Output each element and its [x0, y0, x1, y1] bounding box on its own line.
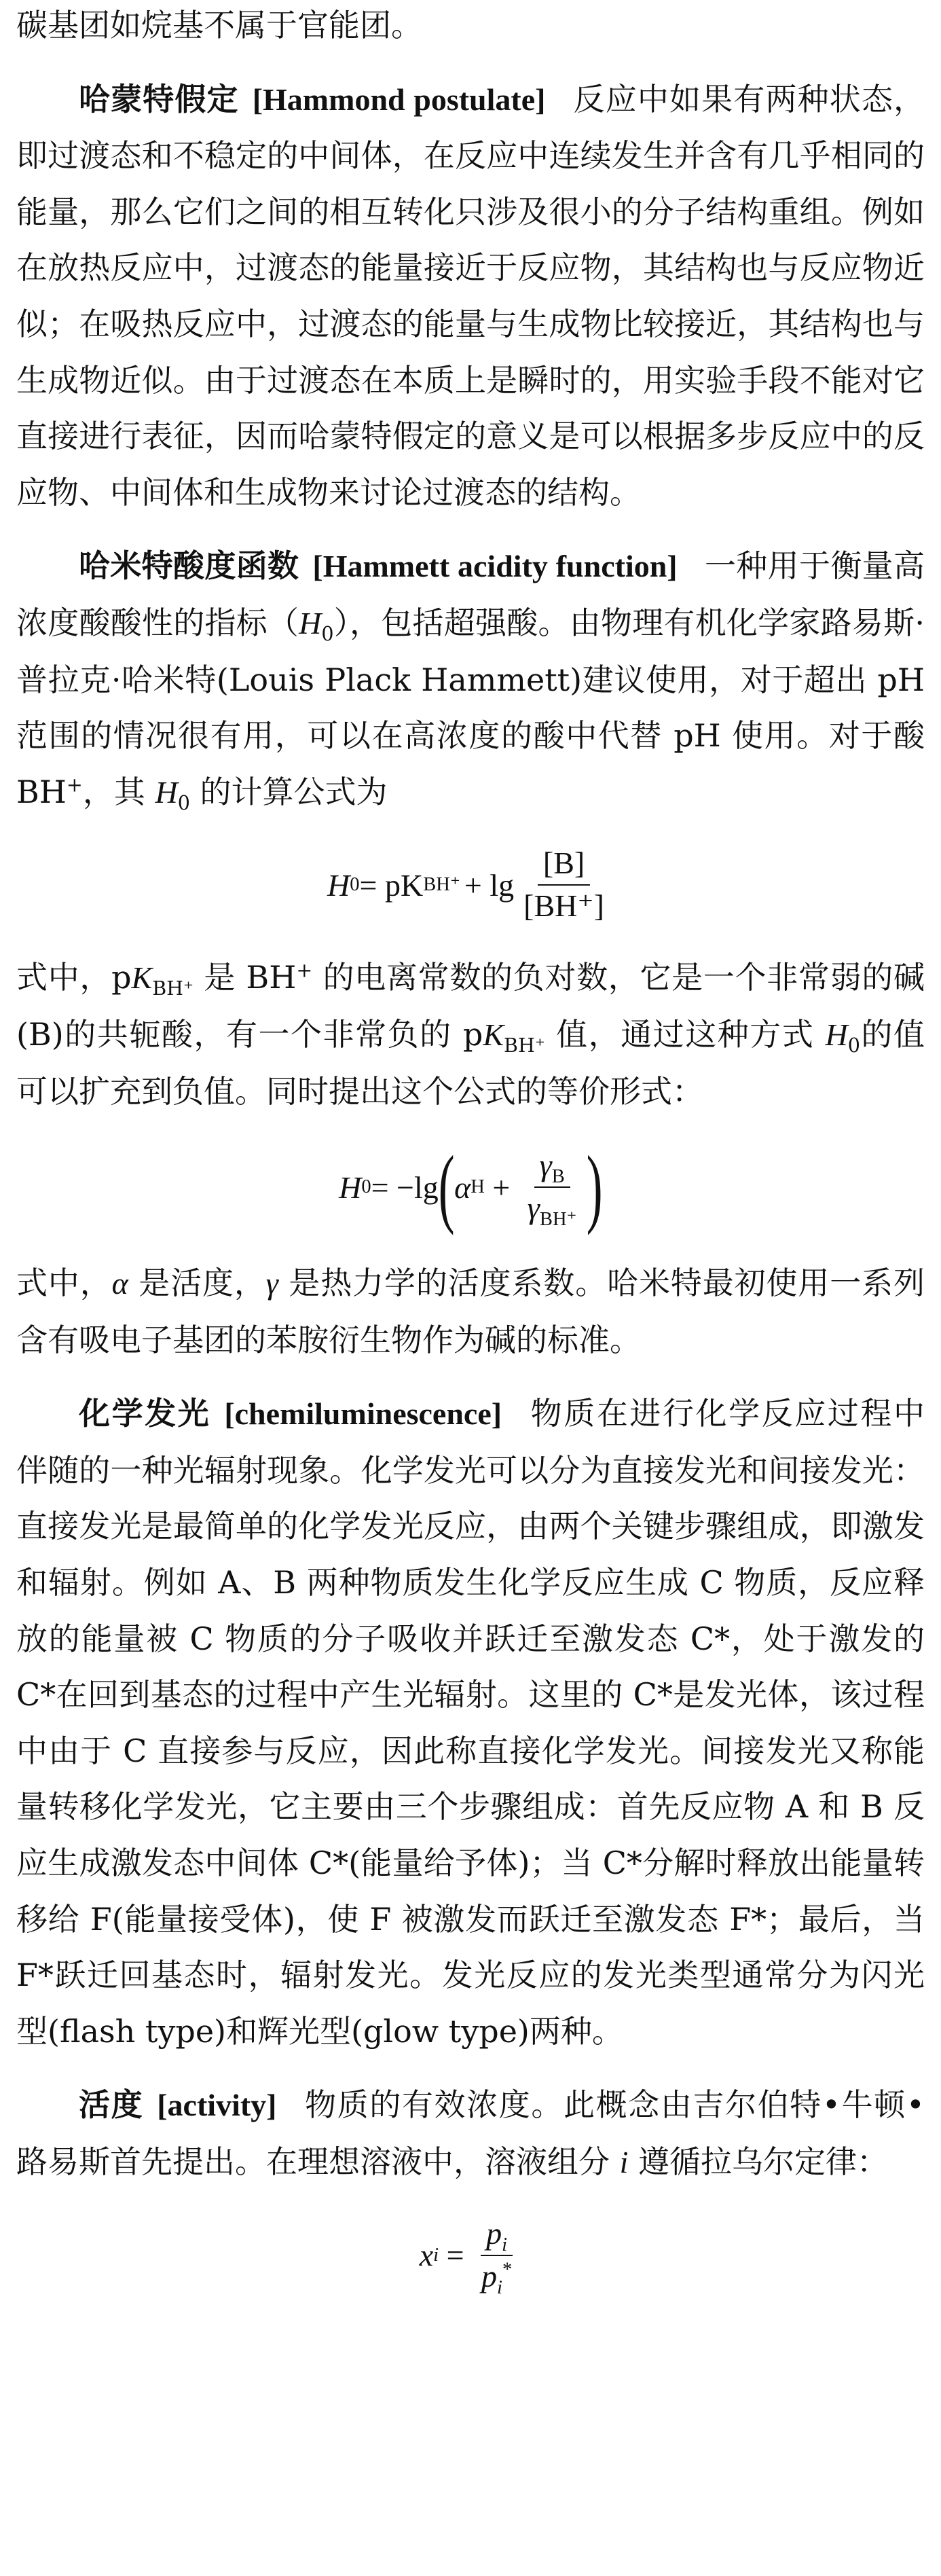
eq1-numerator: [B] [538, 846, 590, 886]
eq3-den-sub: i [497, 2276, 502, 2298]
term-hammond: 哈蒙特假定 [79, 80, 239, 117]
eq1-pk: = pK [359, 867, 424, 903]
after1-plus: + [296, 959, 313, 982]
eq2-fraction [522, 1148, 583, 1231]
entry-hammond [16, 71, 925, 521]
after1-h0-sub: 0 [847, 1034, 860, 1057]
after1-b: 是 BH [193, 959, 297, 996]
activity-body-b: 遵循拉乌尔定律： [628, 2143, 889, 2180]
after2-gamma: γ [265, 1266, 278, 1301]
eq3-lhs: x [419, 2238, 434, 2273]
eq1-lg: + lg [464, 867, 515, 903]
h0-subscript: 0 [321, 623, 334, 646]
eq1-lhs: H [327, 867, 350, 903]
eq2-lhs: H [339, 1169, 362, 1205]
eq2-den-sub: BH⁺ [539, 1209, 577, 1231]
eq3-den-p: p [481, 2258, 498, 2293]
eq2-right-paren: ) [586, 1138, 603, 1237]
after2-c: 是热力学的活度系数。哈米特最初使用一系列含有吸电子基团的苯胺衍生物作为碱的标准。 [16, 1265, 925, 1358]
after1-k-2: K [483, 1017, 504, 1052]
entry-chemiluminescence [16, 1385, 925, 2059]
term-chemiluminescence: 化学发光 [79, 1395, 211, 1432]
eq3-fraction [476, 2215, 517, 2298]
entry-activity [16, 2077, 925, 2190]
after1-k: K [131, 960, 153, 996]
equation-hammett-1: H 0 = pK BH⁺ + lg $\frac{[B]}{[BH^+]}$ [16, 820, 925, 949]
h0-symbol: H [299, 605, 322, 640]
term-hammett: 哈米特酸度函数 [79, 547, 299, 585]
term-activity: 活度 [79, 2086, 144, 2124]
entry-hammett [16, 538, 925, 820]
h0-symbol-2: H [155, 774, 178, 810]
eq2-den-gamma: γ [527, 1191, 540, 1226]
term-activity-en: [activity] [157, 2088, 277, 2123]
eq3-numerator [481, 2216, 513, 2256]
eq1-denominator: [BH⁺] [523, 888, 604, 924]
hammett-explain-2 [16, 1255, 925, 1368]
after2-b: 是活度， [128, 1265, 266, 1302]
h0-subscript-2: 0 [177, 791, 190, 814]
after1-h0: H [825, 1017, 848, 1052]
paragraph-intro: 碳基团如烷基不属于官能团。 [16, 7, 422, 43]
eq2-alpha: α [454, 1169, 471, 1205]
term-chemiluminescence-en: [chemiluminescence] [224, 1396, 502, 1432]
hammond-body: 反应中如果有两种状态，即过渡态和不稳定的中间体，在反应中连续发生并含有几乎相同的能量，那么它们之间的相互转化只涉及很小的分子结构重组。例如在放热反应中，过渡态的能量接近于反应物，其结构也与反应物近似；在吸热反应中，过渡态的能量与生成物比较接近，其结构也与生成物近似。由于过渡态在本质上是瞬时的，用实验手段不能对它直接进行表征，因而哈蒙特假定的意义是可以根据多步反应中的反应物、中间体和生成物来讨论过渡态的结构。 [16, 80, 925, 511]
eq2-plus: + [484, 1169, 518, 1205]
after2-a: 式中， [16, 1265, 112, 1302]
activity-body-a: 物质的有效浓度。此概念由吉尔伯特•牛顿•路易斯首先提出。在理想溶液中，溶液组分 [16, 2086, 925, 2180]
hammett-body-a: 一种用于衡量高浓度酸酸性的指标（ [16, 547, 925, 641]
term-hammond-en: [Hammond postulate] [252, 81, 546, 117]
eq2-denominator [522, 1188, 583, 1231]
bh-plus-sup: + [66, 774, 83, 797]
eq2-lg: = −lg [371, 1169, 439, 1205]
eq3-num-sub: i [502, 2234, 508, 2255]
hammett-explain-1 [16, 949, 925, 1119]
hammett-body-b: ），包括超强酸。由物理有机化学家路易斯·普拉克·哈米特(Louis Plack Hammett)建议使用，对于超出 pH 范围的情况很有用，可以在高浓度的酸中代替 pH 使用。对于酸 BH [16, 604, 925, 810]
hammett-body-c: ，其 [82, 773, 155, 810]
after1-ksub: BH⁺ [152, 977, 194, 1000]
eq2-num-gamma: γ [539, 1148, 552, 1183]
chemi-body: 物质在进行化学反应过程中伴随的一种光辐射现象。化学发光可以分为直接发光和间接发光：直接发光是最简单的化学发光反应，由两个关键步骤组成，即激发和辐射。例如 A、B 两种物质发生化学反应生成 C 物质，反应释放的能量被 C 物质的分子吸收并跃迁至激发态 C*，处于激发的 C*在回到基态的过程中产生光辐射。这里的 C*是发光体，该过程中由于 C 直接参与反应，因此称直接化学发光。间接发光又称能量转移化学发光，它主要由三个步骤组成：首先反应物 A 和 B 反应生成激发态中间体 C*(能量给予体)；当 C*分解时释放出能量转移给 F(能量接受体)，使 F 被激发而跃迁至激发态 F*；最后，当 F*跃迁回基态时，辐射发光。发光反应的发光类型通常分为闪光型(flash type)和辉光型(glow type)两种。 [16, 1395, 925, 2050]
hammett-body-d: 的计算公式为 [189, 773, 388, 810]
after1-ksub-2: BH⁺ [504, 1034, 545, 1057]
term-hammett-en: [Hammett acidity function] [312, 549, 678, 584]
after2-alpha: α [111, 1266, 128, 1301]
eq2-numerator [534, 1148, 570, 1188]
eq2-left-paren: ( [438, 1138, 455, 1237]
after1-e: 的值可以扩充到负值。同时提出这个公式的等价形式： [16, 1015, 925, 1110]
eq2-num-sub: B [551, 1166, 565, 1188]
document-page [16, 0, 925, 2320]
after1-a: 式中，p [16, 959, 132, 996]
equation-raoult: x i = $\frac{p_i}{p_i^*}$ [16, 2191, 925, 2320]
eq1-fraction [518, 846, 610, 924]
activity-i: i [619, 2145, 629, 2179]
eq3-equals: = [439, 2238, 473, 2273]
after1-c: 的电离常数的负对数，它是一个非常弱的碱(B)的共轭酸，有一个非常负的 p [16, 959, 925, 1053]
eq3-denominator [476, 2256, 517, 2298]
equation-hammett-2: H 0 = −lg ( α H + $\frac{\gamma_B}{\gamma_{BH^+}}$ ) [339, 1138, 603, 1237]
after1-d: 值，通过这种方式 [545, 1015, 826, 1053]
eq3-num-p: p [486, 2215, 502, 2251]
eq3-den-sup: * [502, 2259, 513, 2281]
